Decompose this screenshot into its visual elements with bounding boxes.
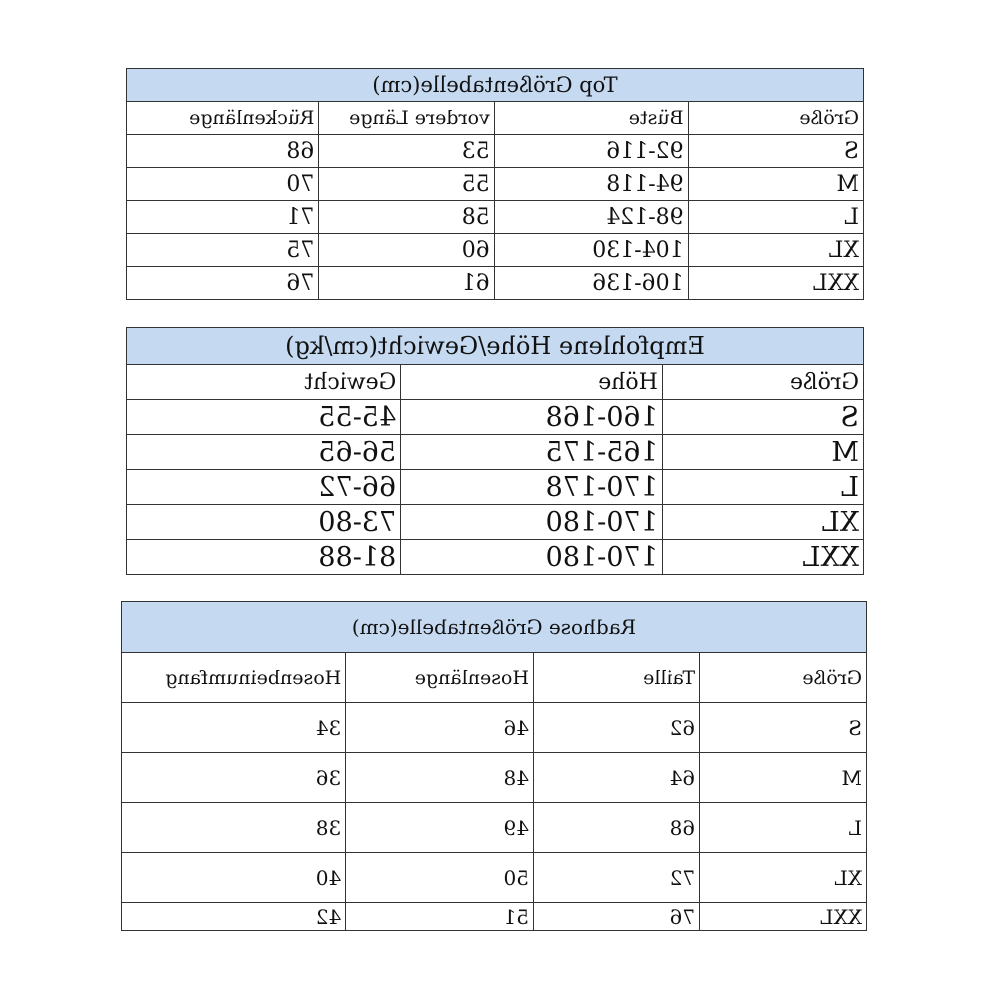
table-cell: 94-118 [494,168,688,201]
size-cell: XL [688,234,863,267]
table-row [127,400,864,435]
table-cell: 160-168 [401,400,663,435]
header-waist: Taille [534,653,700,703]
height-weight-table [126,327,864,575]
table-cell: 53 [319,135,494,168]
table-cell: 170-178 [401,470,663,505]
table-cell: 104-130 [494,234,688,267]
table-cell: 61 [319,267,494,300]
size-cell: S [688,135,863,168]
table-cell: 56-65 [127,435,401,470]
header-front-length: vordere Länge [319,102,494,135]
table-cell: 40 [122,853,346,903]
table-cell: 46 [346,703,534,753]
table-row [122,753,867,803]
cycling-pants-table-title: Radhose Größentabelle(cm) [122,602,867,653]
table-row [122,853,867,903]
header-bust: Büste [494,102,688,135]
header-back-length: Rückenlänge [127,102,319,135]
table-cell: 50 [346,853,534,903]
table-cell: 165-175 [401,435,663,470]
table-cell: 51 [346,903,534,931]
size-cell: S [700,703,867,753]
table-row [127,267,864,300]
size-cell: M [662,435,863,470]
table-cell: 76 [127,267,319,300]
table-cell: 62 [534,703,700,753]
table-cell: 38 [122,803,346,853]
table-cell: 58 [319,201,494,234]
table-cell: 76 [534,903,700,931]
table-row [127,505,864,540]
size-cell: S [662,400,863,435]
table-cell: 64 [534,753,700,803]
table-row [127,135,864,168]
table-row [122,703,867,753]
size-cell: M [688,168,863,201]
top-size-table [126,68,864,300]
table-cell: 42 [122,903,346,931]
size-cell: XL [700,853,867,903]
table-cell: 81-88 [127,540,401,575]
size-cell: L [662,470,863,505]
table-cell: 170-180 [401,540,663,575]
header-pants-length: Hosenlänge [346,653,534,703]
header-weight: Gewicht [127,365,401,400]
table-row [127,201,864,234]
table-cell: 106-136 [494,267,688,300]
size-cell: XXL [688,267,863,300]
table-cell: 68 [127,135,319,168]
table-cell: 60 [319,234,494,267]
table-cell: 92-116 [494,135,688,168]
table-cell: 170-180 [401,505,663,540]
size-cell: M [700,753,867,803]
table-cell: 70 [127,168,319,201]
top-size-table-title: Top Größentabelle(cm) [127,69,864,102]
header-height: Höhe [401,365,663,400]
header-size: Größe [700,653,867,703]
table-row [127,470,864,505]
table-cell: 66-72 [127,470,401,505]
table-row [127,168,864,201]
table-cell: 36 [122,753,346,803]
cycling-pants-size-table [121,601,867,931]
table-cell: 49 [346,803,534,853]
table-row [127,540,864,575]
table-row [127,234,864,267]
table-cell: 98-124 [494,201,688,234]
table-cell: 34 [122,703,346,753]
table-cell: 75 [127,234,319,267]
table-row [122,903,867,931]
table-cell: 45-55 [127,400,401,435]
table-row [122,803,867,853]
table-cell: 73-80 [127,505,401,540]
header-size: Größe [688,102,863,135]
table-row [127,435,864,470]
size-cell: L [700,803,867,853]
size-cell: XXL [700,903,867,931]
header-size: Größe [662,365,863,400]
table-cell: 71 [127,201,319,234]
table-cell: 72 [534,853,700,903]
height-weight-table-title: Empfohlene Höhe/Gewicht(cm/kg) [127,328,864,365]
size-cell: XXL [662,540,863,575]
table-cell: 68 [534,803,700,853]
header-leg-circumference: Hosenbeinumfang [122,653,346,703]
size-cell: L [688,201,863,234]
size-cell: XL [662,505,863,540]
table-cell: 55 [319,168,494,201]
table-cell: 48 [346,753,534,803]
